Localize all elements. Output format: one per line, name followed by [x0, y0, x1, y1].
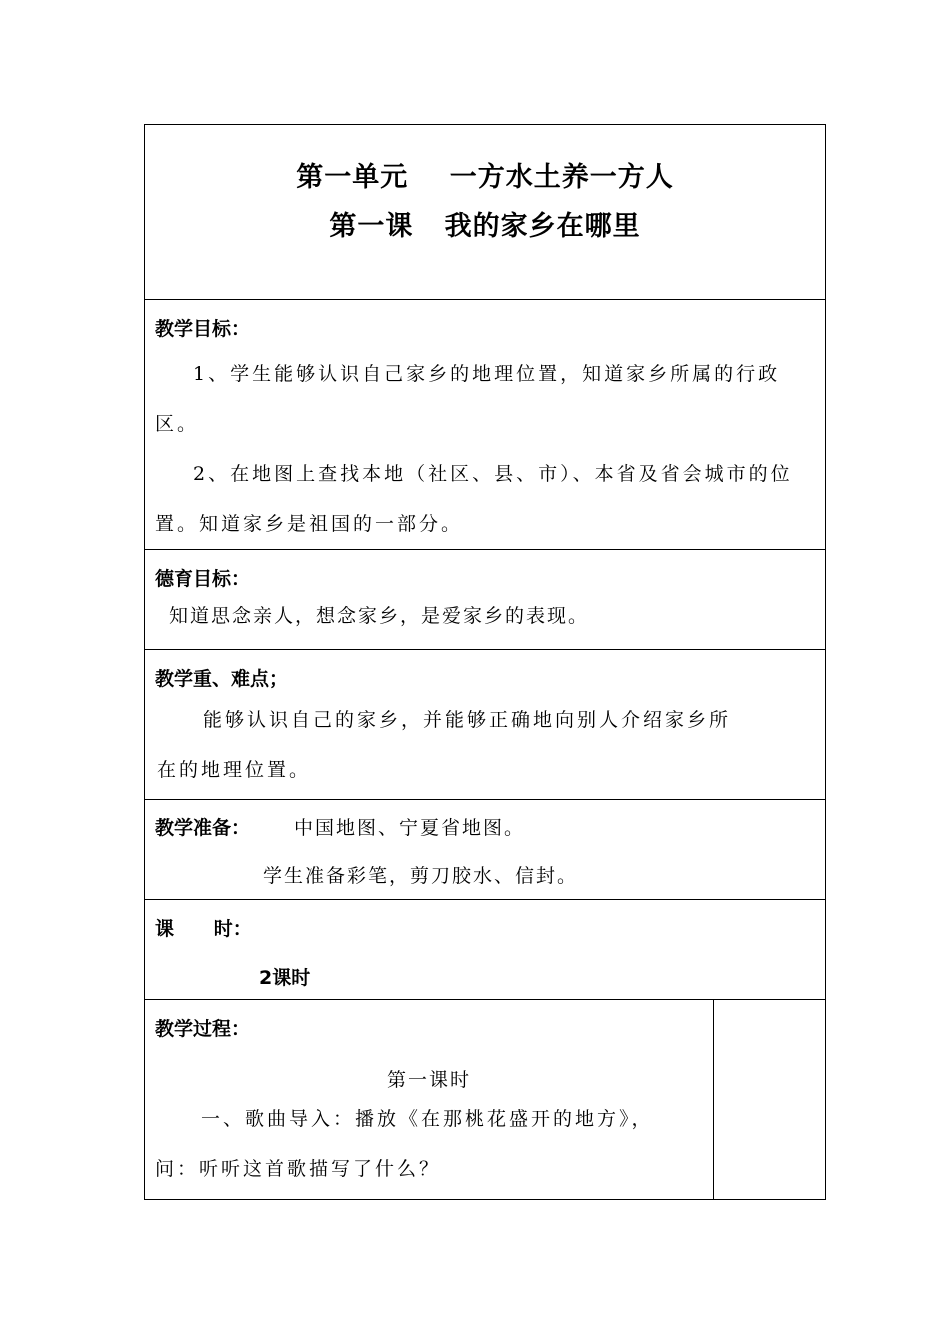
key-points-line-2: 在的地理位置。 [157, 759, 312, 781]
teaching-goals-heading: 教学目标： [155, 318, 251, 340]
preparation-cell [145, 800, 826, 900]
lesson-plan-table [144, 124, 826, 1200]
moral-goals-cell [145, 550, 826, 650]
class-hours-value: 2课时 [259, 967, 311, 989]
process-line-2: 问：听听这首歌描写了什么？ [155, 1158, 442, 1180]
class-hours-row [145, 900, 826, 1000]
process-text [155, 1094, 703, 1194]
key-points-line-1: 能够认识自己的家乡，并能够正确地向别人介绍家乡所 [203, 709, 732, 731]
teaching-goals-list [155, 349, 813, 549]
process-heading: 教学过程： [155, 1018, 251, 1040]
teaching-goal-item-2: 2、在地图上查找本地（社区、县、市）、本省及省会城市的位置。知道家乡是祖国的一部分。 [155, 463, 793, 535]
unit-title: 第一单元 一方水土养一方人 [296, 162, 674, 193]
teaching-goals-cell [145, 300, 826, 550]
process-lesson-title: 第一课时 [386, 1069, 471, 1091]
preparation-heading: 教学准备： [155, 817, 251, 839]
process-line-1: 一、歌曲导入：播放《在那桃花盛开的地方》， [201, 1108, 654, 1130]
process-notes-cell [714, 1000, 826, 1200]
process-row [145, 1000, 826, 1200]
title-cell [145, 125, 826, 300]
moral-goals-heading: 德育目标： [155, 568, 251, 590]
class-hours-cell [145, 900, 826, 1000]
teaching-goals-row [145, 300, 826, 550]
preparation-first-line [145, 816, 825, 840]
title-row [145, 125, 826, 300]
lesson-title: 第一课 我的家乡在哪里 [329, 211, 641, 242]
process-cell [145, 1000, 714, 1200]
key-points-text [157, 695, 815, 795]
key-points-cell [145, 650, 826, 800]
moral-goals-row [145, 550, 826, 650]
teaching-goal-item-1: 1、学生能够认识自己家乡的地理位置，知道家乡所属的行政区。 [155, 363, 781, 435]
moral-goals-text: 知道思念亲人，想念家乡，是爱家乡的表现。 [169, 605, 590, 627]
preparation-line-1: 中国地图、宁夏省地图。 [294, 817, 526, 839]
key-points-heading: 教学重、难点； [155, 668, 289, 690]
key-points-row [145, 650, 826, 800]
preparation-line-2: 学生准备彩笔，剪刀胶水、信封。 [263, 865, 579, 887]
class-hours-heading: 课 时： [155, 918, 252, 940]
preparation-row [145, 800, 826, 900]
